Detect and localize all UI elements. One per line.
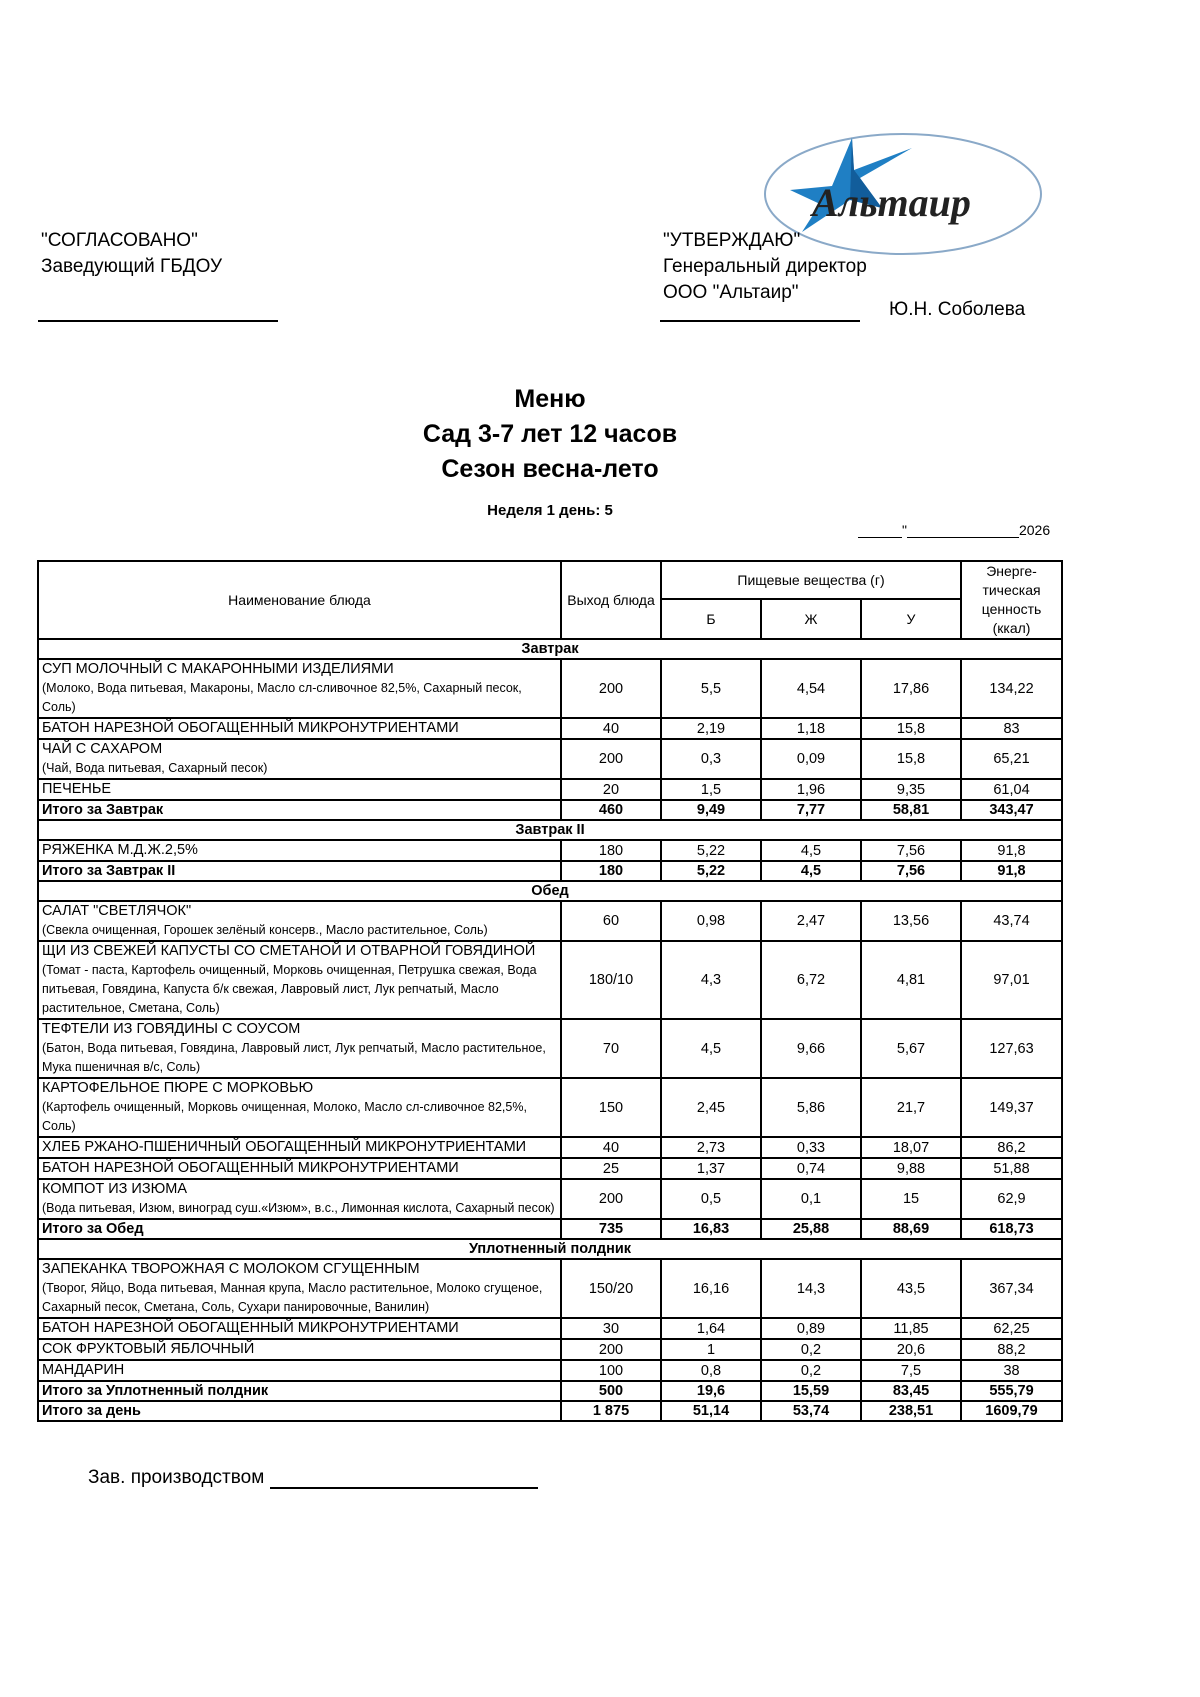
total-carbs-cell: 7,56 xyxy=(861,861,961,881)
dish-name-cell xyxy=(38,1179,561,1219)
total-fat-cell: 25,88 xyxy=(761,1219,861,1239)
section-title: Завтрак II xyxy=(38,820,1062,840)
protein-cell: 1 xyxy=(661,1339,761,1360)
carbs-cell: 15,8 xyxy=(861,739,961,779)
dish-name-cell xyxy=(38,659,561,718)
carbs-cell: 17,86 xyxy=(861,659,961,718)
energy-cell: 62,25 xyxy=(961,1318,1062,1339)
dish-ingredients: (Картофель очищенный, Морковь очищенная, Молоко, Масло сл-сливочное 82,5%, Соль) xyxy=(42,1100,527,1133)
document-subtitle: Сад 3-7 лет 12 часов xyxy=(422,420,678,448)
day-total-energy-cell: 1609,79 xyxy=(961,1401,1062,1421)
col-header-carbs: У xyxy=(861,599,961,639)
dish-name: РЯЖЕНКА М.Д.Ж.2,5% xyxy=(42,842,198,858)
protein-cell: 0,98 xyxy=(661,901,761,941)
energy-cell: 367,34 xyxy=(961,1259,1062,1318)
carbs-cell: 18,07 xyxy=(861,1137,961,1158)
fat-cell: 0,33 xyxy=(761,1137,861,1158)
energy-cell: 38 xyxy=(961,1360,1062,1381)
total-protein-cell: 19,6 xyxy=(661,1381,761,1401)
footer-signature-line xyxy=(270,1467,538,1489)
total-protein-cell: 9,49 xyxy=(661,800,761,820)
document-season: Сезон весна-лето xyxy=(441,455,659,483)
energy-cell: 51,88 xyxy=(961,1158,1062,1179)
dish-name: ТЕФТЕЛИ ИЗ ГОВЯДИНЫ С СОУСОМ xyxy=(42,1021,301,1037)
carbs-cell: 20,6 xyxy=(861,1339,961,1360)
date-day-blank xyxy=(858,523,902,538)
dish-name: БАТОН НАРЕЗНОЙ ОБОГАЩЕННЫЙ МИКРОНУТРИЕНТАМИ xyxy=(42,1320,459,1336)
protein-cell: 5,22 xyxy=(661,840,761,861)
approval-left-position: Заведующий ГБДОУ xyxy=(41,256,223,277)
total-energy-cell: 618,73 xyxy=(961,1219,1062,1239)
protein-cell: 5,5 xyxy=(661,659,761,718)
protein-cell: 2,73 xyxy=(661,1137,761,1158)
energy-cell: 127,63 xyxy=(961,1019,1062,1078)
dish-ingredients: (Вода питьевая, Изюм, виноград суш.«Изюм», в.с., Лимонная кислота, Сахарный песок) xyxy=(42,1201,555,1215)
dish-name: КОМПОТ ИЗ ИЗЮМА xyxy=(42,1181,188,1197)
approval-left-title: "СОГЛАСОВАНО" xyxy=(41,230,198,251)
total-label: Итого за Обед xyxy=(38,1219,561,1239)
total-fat-cell: 15,59 xyxy=(761,1381,861,1401)
energy-cell: 149,37 xyxy=(961,1078,1062,1137)
date-field xyxy=(858,522,1050,538)
dish-name-cell xyxy=(38,840,561,861)
dish-name: КАРТОФЕЛЬНОЕ ПЮРЕ С МОРКОВЬЮ xyxy=(42,1080,314,1096)
section-header-row xyxy=(38,1239,1062,1259)
carbs-cell: 5,67 xyxy=(861,1019,961,1078)
carbs-cell: 21,7 xyxy=(861,1078,961,1137)
dish-name: БАТОН НАРЕЗНОЙ ОБОГАЩЕННЫЙ МИКРОНУТРИЕНТАМИ xyxy=(42,1160,459,1176)
fat-cell: 0,89 xyxy=(761,1318,861,1339)
energy-cell: 97,01 xyxy=(961,941,1062,1019)
carbs-cell: 43,5 xyxy=(861,1259,961,1318)
protein-cell: 2,19 xyxy=(661,718,761,739)
col-header-fat: Ж xyxy=(761,599,861,639)
fat-cell: 1,18 xyxy=(761,718,861,739)
table-row xyxy=(38,779,1062,800)
yield-cell: 200 xyxy=(561,1339,661,1360)
table-row xyxy=(38,1318,1062,1339)
table-row xyxy=(38,1137,1062,1158)
document-title: Меню xyxy=(514,385,586,413)
table-row xyxy=(38,941,1062,1019)
carbs-cell: 15 xyxy=(861,1179,961,1219)
energy-cell: 86,2 xyxy=(961,1137,1062,1158)
total-fat-cell: 7,77 xyxy=(761,800,861,820)
total-carbs-cell: 88,69 xyxy=(861,1219,961,1239)
col-header-yield: Выход блюда xyxy=(561,561,661,639)
dish-name: ЗАПЕКАНКА ТВОРОЖНАЯ С МОЛОКОМ СГУЩЕННЫМ xyxy=(42,1261,420,1277)
protein-cell: 0,3 xyxy=(661,739,761,779)
col-header-name: Наименование блюда xyxy=(38,561,561,639)
fat-cell: 14,3 xyxy=(761,1259,861,1318)
dish-name: СУП МОЛОЧНЫЙ С МАКАРОННЫМИ ИЗДЕЛИЯМИ xyxy=(42,661,394,677)
energy-cell: 134,22 xyxy=(961,659,1062,718)
yield-cell: 70 xyxy=(561,1019,661,1078)
total-energy-cell: 555,79 xyxy=(961,1381,1062,1401)
carbs-cell: 7,56 xyxy=(861,840,961,861)
fat-cell: 1,96 xyxy=(761,779,861,800)
menu-table xyxy=(37,560,1063,1422)
carbs-cell: 7,5 xyxy=(861,1360,961,1381)
table-row xyxy=(38,901,1062,941)
carbs-cell: 13,56 xyxy=(861,901,961,941)
col-header-energy: Энерге-тическая ценность (ккал) xyxy=(961,561,1062,639)
table-row xyxy=(38,1259,1062,1318)
dish-name-cell xyxy=(38,1259,561,1318)
table-row xyxy=(38,659,1062,718)
protein-cell: 0,8 xyxy=(661,1360,761,1381)
yield-cell: 180 xyxy=(561,840,661,861)
yield-cell: 100 xyxy=(561,1360,661,1381)
dish-name: СОК ФРУКТОВЫЙ ЯБЛОЧНЫЙ xyxy=(42,1341,255,1357)
table-row xyxy=(38,1339,1062,1360)
total-label: Итого за Уплотненный полдник xyxy=(38,1381,561,1401)
protein-cell: 1,5 xyxy=(661,779,761,800)
dish-name-cell xyxy=(38,1318,561,1339)
yield-cell: 60 xyxy=(561,901,661,941)
carbs-cell: 9,88 xyxy=(861,1158,961,1179)
dish-ingredients: (Томат - паста, Картофель очищенный, Морковь очищенная, Петрушка свежая, Вода питьевая, Говядина, Капуста б/к свежая, Лавровый лист, Лук репчатый, Масло растительное, Сметана, Соль) xyxy=(42,963,537,1015)
day-total-protein-cell: 51,14 xyxy=(661,1401,761,1421)
col-header-nutrients: Пищевые вещества (г) xyxy=(661,561,961,599)
fat-cell: 0,2 xyxy=(761,1339,861,1360)
energy-cell: 43,74 xyxy=(961,901,1062,941)
protein-cell: 0,5 xyxy=(661,1179,761,1219)
menu-table-body xyxy=(38,639,1062,1421)
protein-cell: 2,45 xyxy=(661,1078,761,1137)
section-title: Обед xyxy=(38,881,1062,901)
table-row xyxy=(38,739,1062,779)
footer-label: Зав. производством xyxy=(88,1467,265,1488)
fat-cell: 5,86 xyxy=(761,1078,861,1137)
table-row xyxy=(38,840,1062,861)
dish-name: САЛАТ "СВЕТЛЯЧОК" xyxy=(42,903,192,919)
fat-cell: 0,1 xyxy=(761,1179,861,1219)
total-label: Итого за Завтрак xyxy=(38,800,561,820)
fat-cell: 9,66 xyxy=(761,1019,861,1078)
approval-right-block xyxy=(663,228,867,306)
dish-name: БАТОН НАРЕЗНОЙ ОБОГАЩЕННЫЙ МИКРОНУТРИЕНТАМИ xyxy=(42,720,459,736)
total-yield-cell: 735 xyxy=(561,1219,661,1239)
protein-cell: 16,16 xyxy=(661,1259,761,1318)
fat-cell: 6,72 xyxy=(761,941,861,1019)
energy-cell: 91,8 xyxy=(961,840,1062,861)
date-year: 2026 xyxy=(1018,522,1051,538)
fat-cell: 0,74 xyxy=(761,1158,861,1179)
yield-cell: 20 xyxy=(561,779,661,800)
signature-line-left xyxy=(38,320,278,322)
carbs-cell: 15,8 xyxy=(861,718,961,739)
total-protein-cell: 16,83 xyxy=(661,1219,761,1239)
dish-name: МАНДАРИН xyxy=(42,1362,125,1378)
fat-cell: 0,2 xyxy=(761,1360,861,1381)
total-yield-cell: 180 xyxy=(561,861,661,881)
total-fat-cell: 4,5 xyxy=(761,861,861,881)
section-total-row xyxy=(38,1381,1062,1401)
dish-name-cell xyxy=(38,739,561,779)
dish-name-cell xyxy=(38,1078,561,1137)
section-title: Уплотненный полдник xyxy=(38,1239,1062,1259)
footer-signature xyxy=(88,1467,538,1489)
dish-name-cell xyxy=(38,1339,561,1360)
yield-cell: 180/10 xyxy=(561,941,661,1019)
energy-cell: 83 xyxy=(961,718,1062,739)
table-row xyxy=(38,1158,1062,1179)
protein-cell: 4,5 xyxy=(661,1019,761,1078)
fat-cell: 4,5 xyxy=(761,840,861,861)
yield-cell: 40 xyxy=(561,718,661,739)
approval-right-title: "УТВЕРЖДАЮ" xyxy=(663,230,801,251)
energy-cell: 62,9 xyxy=(961,1179,1062,1219)
dish-name: ХЛЕБ РЖАНО-ПШЕНИЧНЫЙ ОБОГАЩЕННЫЙ МИКРОНУТРИЕНТАМИ xyxy=(42,1139,527,1155)
section-header-row xyxy=(38,639,1062,659)
energy-cell: 65,21 xyxy=(961,739,1062,779)
total-label: Итого за Завтрак II xyxy=(38,861,561,881)
total-yield-cell: 500 xyxy=(561,1381,661,1401)
yield-cell: 200 xyxy=(561,1179,661,1219)
day-total-fat-cell: 53,74 xyxy=(761,1401,861,1421)
approval-right-position: Генеральный директор xyxy=(663,256,867,277)
total-protein-cell: 5,22 xyxy=(661,861,761,881)
protein-cell: 1,37 xyxy=(661,1158,761,1179)
yield-cell: 40 xyxy=(561,1137,661,1158)
carbs-cell: 9,35 xyxy=(861,779,961,800)
table-row xyxy=(38,1360,1062,1381)
dish-name-cell xyxy=(38,1137,561,1158)
fat-cell: 4,54 xyxy=(761,659,861,718)
table-row xyxy=(38,1019,1062,1078)
section-total-row xyxy=(38,800,1062,820)
dish-name-cell xyxy=(38,1019,561,1078)
yield-cell: 150 xyxy=(561,1078,661,1137)
dish-ingredients: (Свекла очищенная, Горошек зелёный консерв., Масло растительное, Соль) xyxy=(42,923,488,937)
total-yield-cell: 460 xyxy=(561,800,661,820)
total-energy-cell: 91,8 xyxy=(961,861,1062,881)
section-title: Завтрак xyxy=(38,639,1062,659)
date-month-blank xyxy=(907,523,1019,538)
carbs-cell: 11,85 xyxy=(861,1318,961,1339)
section-total-row xyxy=(38,861,1062,881)
yield-cell: 200 xyxy=(561,659,661,718)
director-name: Ю.Н. Соболева xyxy=(889,299,1026,320)
dish-name-cell xyxy=(38,1360,561,1381)
day-total-yield-cell: 1 875 xyxy=(561,1401,661,1421)
day-total-label: Итого за день xyxy=(38,1401,561,1421)
document-title-block xyxy=(0,382,1100,487)
carbs-cell: 4,81 xyxy=(861,941,961,1019)
week-day-label: Неделя 1 день: 5 xyxy=(487,502,613,519)
section-total-row xyxy=(38,1219,1062,1239)
day-total-row xyxy=(38,1401,1062,1421)
total-carbs-cell: 58,81 xyxy=(861,800,961,820)
dish-ingredients: (Молоко, Вода питьевая, Макароны, Масло сл-сливочное 82,5%, Сахарный песок, Соль) xyxy=(42,681,522,714)
day-total-carbs-cell: 238,51 xyxy=(861,1401,961,1421)
total-energy-cell: 343,47 xyxy=(961,800,1062,820)
date-quote: " xyxy=(902,522,907,538)
dish-name: ЩИ ИЗ СВЕЖЕЙ КАПУСТЫ СО СМЕТАНОЙ И ОТВАРНОЙ ГОВЯДИНОЙ xyxy=(42,943,536,959)
energy-cell: 88,2 xyxy=(961,1339,1062,1360)
dish-name-cell xyxy=(38,901,561,941)
dish-ingredients: (Творог, Яйцо, Вода питьевая, Манная крупа, Масло растительное, Молоко сгущеное, Сахарный песок, Сметана, Соль, Сухари панировочные, Ванилин) xyxy=(42,1281,543,1314)
dish-name-cell xyxy=(38,779,561,800)
protein-cell: 4,3 xyxy=(661,941,761,1019)
yield-cell: 25 xyxy=(561,1158,661,1179)
approval-right-org: ООО "Альтаир" xyxy=(663,282,799,303)
dish-name-cell xyxy=(38,1158,561,1179)
table-row xyxy=(38,1179,1062,1219)
total-carbs-cell: 83,45 xyxy=(861,1381,961,1401)
dish-name: ПЕЧЕНЬЕ xyxy=(42,781,112,797)
energy-cell: 61,04 xyxy=(961,779,1062,800)
section-header-row xyxy=(38,820,1062,840)
dish-name: ЧАЙ С САХАРОМ xyxy=(42,741,163,757)
svg-text:Альтаир: Альтаир xyxy=(812,180,971,225)
signature-line-right xyxy=(660,320,860,322)
table-row xyxy=(38,718,1062,739)
dish-name-cell xyxy=(38,941,561,1019)
yield-cell: 30 xyxy=(561,1318,661,1339)
dish-ingredients: (Чай, Вода питьевая, Сахарный песок) xyxy=(42,761,268,775)
section-header-row xyxy=(38,881,1062,901)
col-header-protein: Б xyxy=(661,599,761,639)
approval-left-block xyxy=(41,228,222,280)
yield-cell: 150/20 xyxy=(561,1259,661,1318)
dish-name-cell xyxy=(38,718,561,739)
yield-cell: 200 xyxy=(561,739,661,779)
dish-ingredients: (Батон, Вода питьевая, Говядина, Лавровый лист, Лук репчатый, Масло растительное, Мука пшеничная в/с, Соль) xyxy=(42,1041,546,1074)
table-row xyxy=(38,1078,1062,1137)
fat-cell: 0,09 xyxy=(761,739,861,779)
protein-cell: 1,64 xyxy=(661,1318,761,1339)
fat-cell: 2,47 xyxy=(761,901,861,941)
